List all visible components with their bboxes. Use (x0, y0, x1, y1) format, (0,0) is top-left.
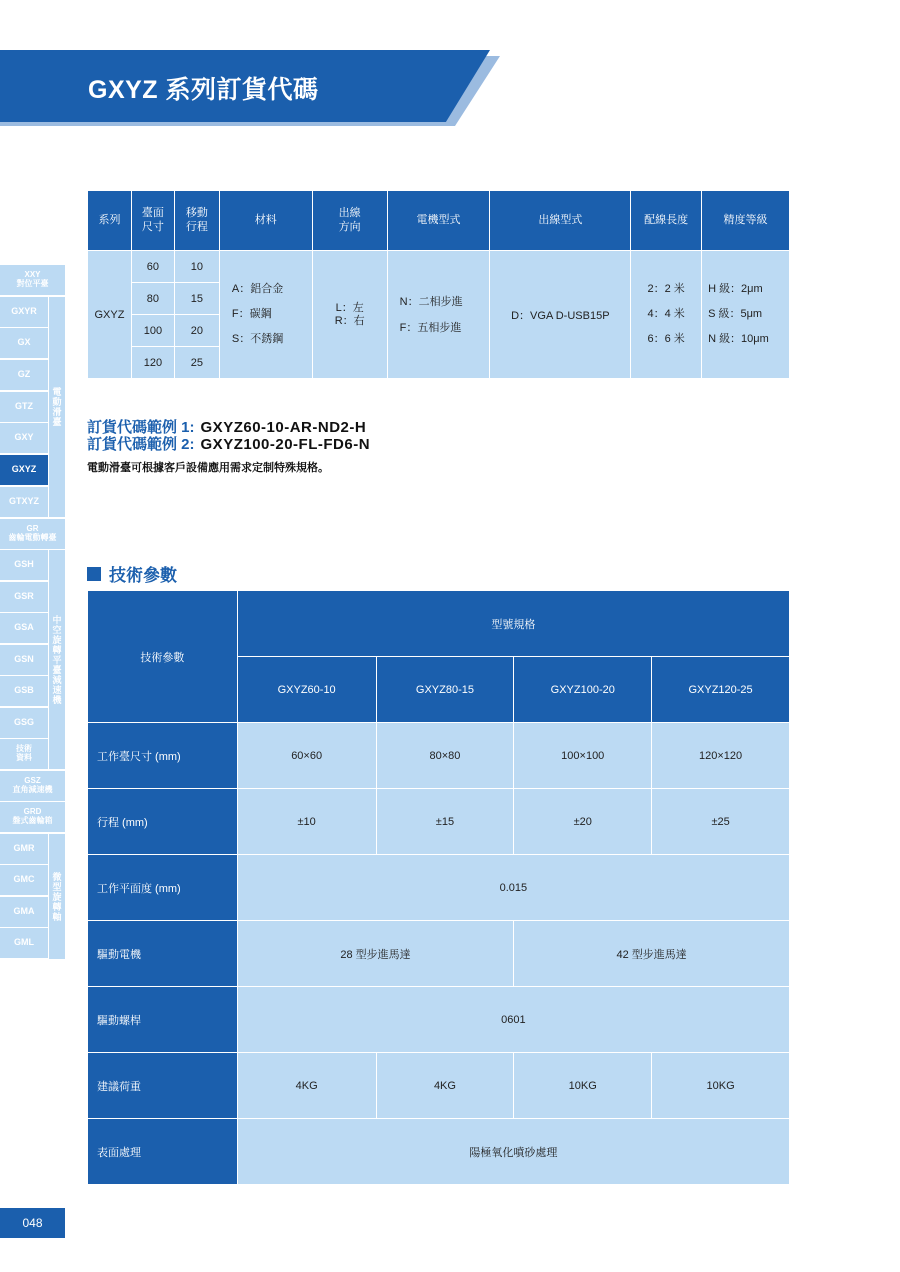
wire-length-option: 6：6 米 (647, 333, 685, 345)
model-header: GXYZ80-15 (376, 657, 514, 723)
model-header: GXYZ100-20 (514, 657, 652, 723)
row-label: 驅動螺桿 (88, 987, 238, 1053)
header-motor-type: 電機型式 (387, 191, 490, 251)
corner-header: 技術參數 (88, 591, 238, 723)
nav-label: GSN (14, 654, 34, 665)
nav-label: GMR (13, 843, 35, 854)
nav-label: GX (17, 337, 31, 348)
row-label: 工作平面度 (mm) (88, 855, 238, 921)
value-cell: ±25 (652, 789, 790, 855)
nav-group-electric-slide: 電動滑臺 (49, 297, 65, 517)
wire-length-cell (631, 251, 702, 379)
value-cell: 28 型步進馬達 (237, 921, 514, 987)
table-row (88, 789, 790, 855)
nav-item-tech-data[interactable] (0, 739, 48, 769)
nav-item-gsr[interactable] (0, 582, 48, 612)
nav-label: GXY (14, 432, 34, 443)
motor-option: N：二相步進 (399, 295, 463, 308)
value-cell: 100×100 (514, 723, 652, 789)
header-series: 系列 (88, 191, 132, 251)
material-option: F：碳鋼 (231, 308, 272, 320)
direction-option: L：左 (335, 301, 364, 314)
wire-length-option: 4：4 米 (647, 308, 685, 320)
outlet-direction-cell (312, 251, 387, 379)
size-cell: 120 (131, 347, 174, 379)
value-cell: 10KG (652, 1053, 790, 1119)
stroke-cell: 10 (174, 251, 219, 283)
table-row (88, 1053, 790, 1119)
accuracy-cell (702, 251, 790, 379)
accuracy-option: S 級：5μm (708, 308, 763, 320)
value-cell: 10KG (514, 1053, 652, 1119)
nav-item-gmr[interactable] (0, 834, 48, 864)
stroke-cell: 20 (174, 315, 219, 347)
nav-item-gsa[interactable] (0, 613, 48, 643)
nav-item-gsg[interactable] (0, 708, 48, 738)
example-1 (87, 419, 370, 436)
accuracy-option: H 級：2μm (708, 283, 763, 295)
row-label: 驅動電機 (88, 921, 238, 987)
stroke-cell: 25 (174, 347, 219, 379)
value-cell: 60×60 (237, 723, 376, 789)
page-number: 048 (0, 1208, 65, 1238)
table-row (88, 855, 790, 921)
header-outlet-type: 出線型式 (490, 191, 631, 251)
value-cell: 4KG (376, 1053, 514, 1119)
order-header-row (88, 191, 790, 251)
tech-header-row (88, 591, 790, 657)
nav-label: GSR (14, 591, 34, 602)
stroke-cell: 15 (174, 283, 219, 315)
nav-item-gxyz[interactable] (0, 455, 48, 485)
motor-type-cell (387, 251, 490, 379)
nav-item-gxyr[interactable] (0, 297, 48, 327)
model-group-header: 型號規格 (237, 591, 789, 657)
nav-item-gma[interactable] (0, 897, 48, 927)
nav-item-gmc[interactable] (0, 865, 48, 895)
row-label: 建議荷重 (88, 1053, 238, 1119)
example-1-label: 訂貨代碼範例 1: (87, 419, 195, 436)
nav-label: GSA (14, 622, 34, 633)
series-cell: GXYZ (88, 251, 132, 379)
nav-label: GZ (17, 369, 31, 380)
motor-option: F：五相步進 (399, 321, 462, 334)
nav-item-grd[interactable] (0, 802, 65, 832)
nav-item-gz[interactable] (0, 360, 48, 390)
order-examples (87, 419, 370, 475)
nav-label: GR 齒輪電動轉臺 (8, 524, 57, 542)
material-option: A：鋁合金 (231, 283, 284, 295)
header-accuracy: 精度等級 (702, 191, 790, 251)
nav-label: GXYR (11, 306, 37, 317)
nav-item-gsh[interactable] (0, 550, 48, 580)
nav-label: GSG (13, 717, 34, 728)
nav-label: GSZ 直角減速機 (12, 776, 53, 794)
header-material: 材料 (219, 191, 312, 251)
customization-note: 電動滑臺可根據客戶設備應用需求定制特殊規格。 (87, 462, 329, 474)
value-cell: 80×80 (376, 723, 514, 789)
nav-label: GSH (14, 559, 34, 570)
value-cell: 0601 (237, 987, 789, 1053)
row-label: 行程 (mm) (88, 789, 238, 855)
example-2-code: GXYZ100-20-FL-FD6-N (200, 436, 371, 453)
value-cell: 0.015 (237, 855, 789, 921)
header-wire-length: 配線長度 (631, 191, 702, 251)
table-row (88, 1119, 790, 1185)
page-title: GXYZ 系列訂貨代碼 (88, 76, 319, 104)
table-row (88, 987, 790, 1053)
header-table-size (131, 191, 174, 251)
nav-label: GML (14, 937, 34, 948)
row-label: 工作臺尺寸 (mm) (88, 723, 238, 789)
value-cell: 42 型步進馬達 (514, 921, 790, 987)
size-cell: 100 (131, 315, 174, 347)
section-title-text: 技術參數 (109, 566, 177, 585)
value-cell: 120×120 (652, 723, 790, 789)
header-stroke (174, 191, 219, 251)
nav-label: GTZ (15, 401, 33, 412)
nav-label: GRD 盤式齒輪箱 (12, 807, 53, 825)
header-label: 出線方向 (338, 207, 361, 233)
nav-label: GXYZ (11, 464, 37, 475)
model-header: GXYZ120-25 (652, 657, 790, 723)
nav-item-gr[interactable] (0, 519, 65, 549)
row-label: 表面處理 (88, 1119, 238, 1185)
table-row (88, 921, 790, 987)
nav-group-hollow-rotary: 中空旋轉平臺減速機 (49, 550, 65, 769)
section-title (87, 561, 177, 586)
material-option: S：不銹鋼 (231, 333, 284, 345)
nav-group-micro-rotary: 微型旋轉軸 (49, 834, 65, 959)
nav-label: GSB (14, 685, 34, 696)
example-1-code: GXYZ60-10-AR-ND2-H (200, 419, 367, 436)
square-bullet-icon (87, 567, 101, 581)
header-label: 移動行程 (185, 207, 208, 233)
value-cell: ±20 (514, 789, 652, 855)
size-cell: 80 (131, 283, 174, 315)
outlet-type-cell: D：VGA D-USB15P (490, 251, 631, 379)
value-cell: ±15 (376, 789, 514, 855)
header-outlet-direction (312, 191, 387, 251)
example-2-label: 訂貨代碼範例 2: (87, 436, 195, 453)
nav-label: XXY 對位平臺 (16, 270, 49, 288)
model-header: GXYZ60-10 (237, 657, 376, 723)
header-label: 臺面尺寸 (141, 207, 164, 233)
nav-item-gsb[interactable] (0, 676, 48, 706)
nav-label: GTXYZ (8, 496, 39, 507)
nav-item-gtxyz[interactable] (0, 487, 48, 517)
value-cell: ±10 (237, 789, 376, 855)
value-cell: 4KG (237, 1053, 376, 1119)
order-code-table (87, 190, 790, 379)
material-cell (219, 251, 312, 379)
nav-label: 技術 資料 (16, 744, 32, 762)
nav-item-gx[interactable] (0, 328, 48, 358)
example-2 (87, 436, 370, 453)
size-cell: 60 (131, 251, 174, 283)
tech-params-table (87, 590, 790, 1185)
table-row (88, 723, 790, 789)
value-cell: 陽極氧化噴砂處理 (237, 1119, 789, 1185)
nav-item-gtz[interactable] (0, 392, 48, 422)
nav-item-gsn[interactable] (0, 645, 48, 675)
nav-item-xxy[interactable] (0, 265, 65, 295)
nav-item-gxy[interactable] (0, 423, 48, 453)
accuracy-option: N 級：10μm (708, 333, 769, 345)
wire-length-option: 2：2 米 (647, 283, 685, 295)
nav-label: GMC (13, 874, 35, 885)
nav-label: GMA (13, 906, 35, 917)
order-row (88, 251, 790, 283)
nav-item-gml[interactable] (0, 928, 48, 958)
direction-option: R：右 (334, 314, 365, 327)
nav-item-gsz[interactable] (0, 771, 65, 801)
